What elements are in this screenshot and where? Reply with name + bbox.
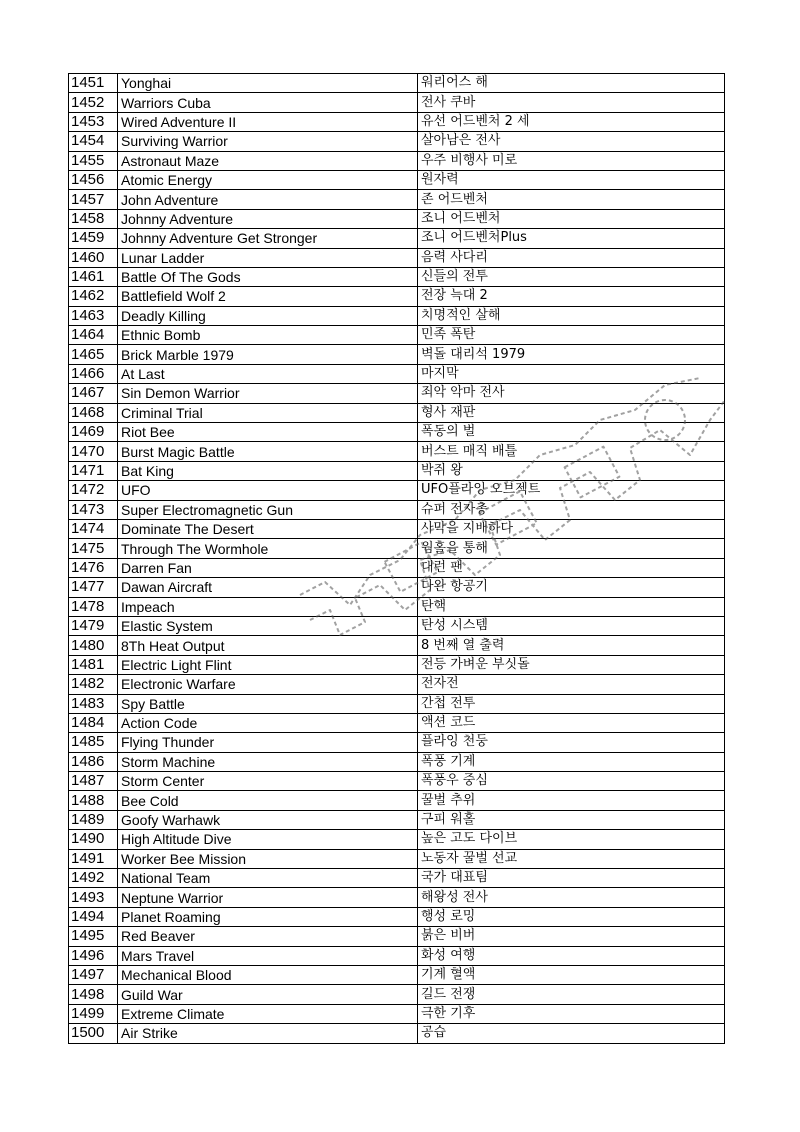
game-number: 1472 [69,481,118,500]
game-title-korean: 플라잉 천둥 [418,733,725,752]
game-number: 1459 [69,229,118,248]
game-title-korean: 공습 [418,1024,725,1043]
game-number: 1486 [69,752,118,771]
game-title-english: Electronic Warfare [118,675,418,694]
game-number: 1475 [69,539,118,558]
game-number: 1488 [69,791,118,810]
game-title-english: Red Beaver [118,927,418,946]
game-title-english: Electric Light Flint [118,655,418,674]
game-title-english: Astronaut Maze [118,151,418,170]
game-title-english: John Adventure [118,190,418,209]
game-title-english: Battlefield Wolf 2 [118,287,418,306]
game-title-english: Action Code [118,713,418,732]
game-title-english: Dawan Aircraft [118,578,418,597]
game-title-english: Air Strike [118,1024,418,1043]
game-number: 1469 [69,423,118,442]
game-title-korean: 민족 폭탄 [418,326,725,345]
table-row [69,578,725,597]
game-title-english: Burst Magic Battle [118,442,418,461]
game-title-english: UFO [118,481,418,500]
table-row [69,713,725,732]
table-row [69,849,725,868]
game-number: 1471 [69,461,118,480]
game-number: 1487 [69,772,118,791]
table-row [69,481,725,500]
game-title-korean: 다완 항공기 [418,578,725,597]
table-row [69,93,725,112]
game-number: 1489 [69,810,118,829]
game-title-korean: 원자력 [418,170,725,189]
game-title-korean: 붉은 비버 [418,927,725,946]
game-title-english: Johnny Adventure Get Stronger [118,229,418,248]
game-title-korean: 전장 늑대 2 [418,287,725,306]
game-title-korean: 간첩 전투 [418,694,725,713]
game-number: 1492 [69,869,118,888]
table-row [69,151,725,170]
table-row [69,946,725,965]
game-title-korean: 조니 어드벤처 [418,209,725,228]
game-title-english: High Altitude Dive [118,830,418,849]
game-number: 1474 [69,519,118,538]
game-number: 1499 [69,1004,118,1023]
table-row [69,965,725,984]
table-row [69,1024,725,1043]
game-title-english: Flying Thunder [118,733,418,752]
table-row [69,306,725,325]
game-title-korean: 살아남은 전사 [418,132,725,151]
table-row [69,74,725,93]
game-title-korean: 높은 고도 다이브 [418,830,725,849]
table-row [69,907,725,926]
game-number: 1490 [69,830,118,849]
game-title-korean: 전등 가벼운 부싯돌 [418,655,725,674]
game-title-korean: 음력 사다리 [418,248,725,267]
game-title-english: Bee Cold [118,791,418,810]
game-title-korean: 극한 기후 [418,1004,725,1023]
game-number: 1473 [69,500,118,519]
table-row [69,616,725,635]
game-title-english: Warriors Cuba [118,93,418,112]
table-row [69,132,725,151]
table-row [69,888,725,907]
game-title-korean: 전사 쿠바 [418,93,725,112]
table-row [69,810,725,829]
game-number: 1498 [69,985,118,1004]
game-number: 1458 [69,209,118,228]
table-row [69,519,725,538]
table-row [69,675,725,694]
game-number: 1468 [69,403,118,422]
game-title-english: Deadly Killing [118,306,418,325]
table-row [69,655,725,674]
game-title-english: Storm Machine [118,752,418,771]
game-number: 1467 [69,384,118,403]
game-title-english: Wired Adventure II [118,112,418,131]
table-row [69,830,725,849]
game-title-english: Lunar Ladder [118,248,418,267]
table-row [69,636,725,655]
game-title-english: Riot Bee [118,423,418,442]
game-title-korean: 폭동의 벌 [418,423,725,442]
game-title-english: Mars Travel [118,946,418,965]
game-title-korean: 대런 팬 [418,558,725,577]
game-title-korean: 폭풍우 중심 [418,772,725,791]
game-title-korean: 행성 로밍 [418,907,725,926]
table-row [69,229,725,248]
game-title-korean: 형사 재판 [418,403,725,422]
game-title-english: Ethnic Bomb [118,326,418,345]
table-row [69,461,725,480]
table-row [69,442,725,461]
game-number: 1484 [69,713,118,732]
game-title-english: Super Electromagnetic Gun [118,500,418,519]
table-row [69,752,725,771]
game-title-korean: 탄핵 [418,597,725,616]
game-number: 1451 [69,74,118,93]
game-title-english: Atomic Energy [118,170,418,189]
table-row [69,1004,725,1023]
game-title-korean: 전자전 [418,675,725,694]
game-title-english: Darren Fan [118,558,418,577]
table-row [69,287,725,306]
table-row [69,423,725,442]
game-title-korean: 우주 비행사 미로 [418,151,725,170]
table-row [69,694,725,713]
game-number: 1470 [69,442,118,461]
game-title-korean: 꿀벌 추위 [418,791,725,810]
game-title-english: 8Th Heat Output [118,636,418,655]
table-row [69,384,725,403]
game-title-korean: 국가 대표팀 [418,869,725,888]
game-number: 1500 [69,1024,118,1043]
table-row [69,597,725,616]
game-title-korean: 벽돌 대리석 1979 [418,345,725,364]
game-number: 1454 [69,132,118,151]
game-title-english: Yonghai [118,74,418,93]
game-title-korean: 탄성 시스템 [418,616,725,635]
table-row [69,927,725,946]
game-number: 1455 [69,151,118,170]
table-row [69,345,725,364]
game-title-english: Goofy Warhawk [118,810,418,829]
game-number: 1461 [69,267,118,286]
game-title-english: Brick Marble 1979 [118,345,418,364]
game-list-body [69,74,725,1044]
game-title-korean: 슈퍼 전자총 [418,500,725,519]
game-title-english: Guild War [118,985,418,1004]
game-title-korean: 해왕성 전사 [418,888,725,907]
game-title-korean: 8 번째 열 출력 [418,636,725,655]
game-title-english: Bat King [118,461,418,480]
game-title-korean: UFO플라잉 오브젝트 [418,481,725,500]
game-number: 1479 [69,616,118,635]
game-title-korean: 마지막 [418,364,725,383]
game-number: 1457 [69,190,118,209]
game-title-korean: 존 어드벤처 [418,190,725,209]
table-row [69,539,725,558]
table-row [69,558,725,577]
table-row [69,267,725,286]
table-row [69,190,725,209]
game-title-english: Johnny Adventure [118,209,418,228]
game-number: 1478 [69,597,118,616]
game-title-korean: 웜홀을 통해 [418,539,725,558]
table-row [69,209,725,228]
game-title-english: Elastic System [118,616,418,635]
table-row [69,733,725,752]
game-title-korean: 노동자 꿀벌 선교 [418,849,725,868]
game-number: 1480 [69,636,118,655]
game-number: 1493 [69,888,118,907]
table-row [69,170,725,189]
game-title-english: Worker Bee Mission [118,849,418,868]
game-number: 1465 [69,345,118,364]
game-title-english: Through The Wormhole [118,539,418,558]
game-title-korean: 폭풍 기계 [418,752,725,771]
game-title-korean: 치명적인 살해 [418,306,725,325]
game-title-english: Spy Battle [118,694,418,713]
game-title-korean: 신들의 전투 [418,267,725,286]
game-number: 1481 [69,655,118,674]
game-number: 1466 [69,364,118,383]
game-title-korean: 조니 어드벤처Plus [418,229,725,248]
game-title-korean: 버스트 매직 배틀 [418,442,725,461]
game-title-korean: 사막을 지배하다 [418,519,725,538]
table-row [69,791,725,810]
game-title-korean: 유선 어드벤처 2 세 [418,112,725,131]
game-number: 1485 [69,733,118,752]
game-title-korean: 박쥐 왕 [418,461,725,480]
game-title-english: Sin Demon Warrior [118,384,418,403]
game-number: 1460 [69,248,118,267]
table-row [69,326,725,345]
game-number: 1452 [69,93,118,112]
game-title-korean: 구피 워홀 [418,810,725,829]
table-row [69,248,725,267]
game-title-english: Mechanical Blood [118,965,418,984]
game-title-english: Surviving Warrior [118,132,418,151]
game-title-english: Planet Roaming [118,907,418,926]
game-number: 1462 [69,287,118,306]
game-number: 1483 [69,694,118,713]
game-title-korean: 화성 여행 [418,946,725,965]
table-row [69,112,725,131]
game-number: 1464 [69,326,118,345]
game-number: 1491 [69,849,118,868]
game-number: 1453 [69,112,118,131]
game-number: 1495 [69,927,118,946]
game-title-korean: 길드 전쟁 [418,985,725,1004]
game-title-korean: 기계 혈액 [418,965,725,984]
table-row [69,403,725,422]
game-number: 1476 [69,558,118,577]
game-number: 1477 [69,578,118,597]
game-number: 1497 [69,965,118,984]
game-number: 1482 [69,675,118,694]
game-title-english: Dominate The Desert [118,519,418,538]
game-title-english: Criminal Trial [118,403,418,422]
table-row [69,772,725,791]
game-title-korean: 액션 코드 [418,713,725,732]
table-row [69,500,725,519]
game-title-english: Neptune Warrior [118,888,418,907]
game-list-table [68,73,725,1044]
table-row [69,364,725,383]
game-number: 1494 [69,907,118,926]
table-row [69,869,725,888]
game-title-english: Storm Center [118,772,418,791]
game-title-english: Impeach [118,597,418,616]
game-number: 1456 [69,170,118,189]
game-number: 1496 [69,946,118,965]
game-title-english: Extreme Climate [118,1004,418,1023]
game-number: 1463 [69,306,118,325]
game-title-english: Battle Of The Gods [118,267,418,286]
game-title-english: National Team [118,869,418,888]
table-row [69,985,725,1004]
game-title-korean: 죄악 악마 전사 [418,384,725,403]
game-title-english: At Last [118,364,418,383]
game-title-korean: 워리어스 해 [418,74,725,93]
